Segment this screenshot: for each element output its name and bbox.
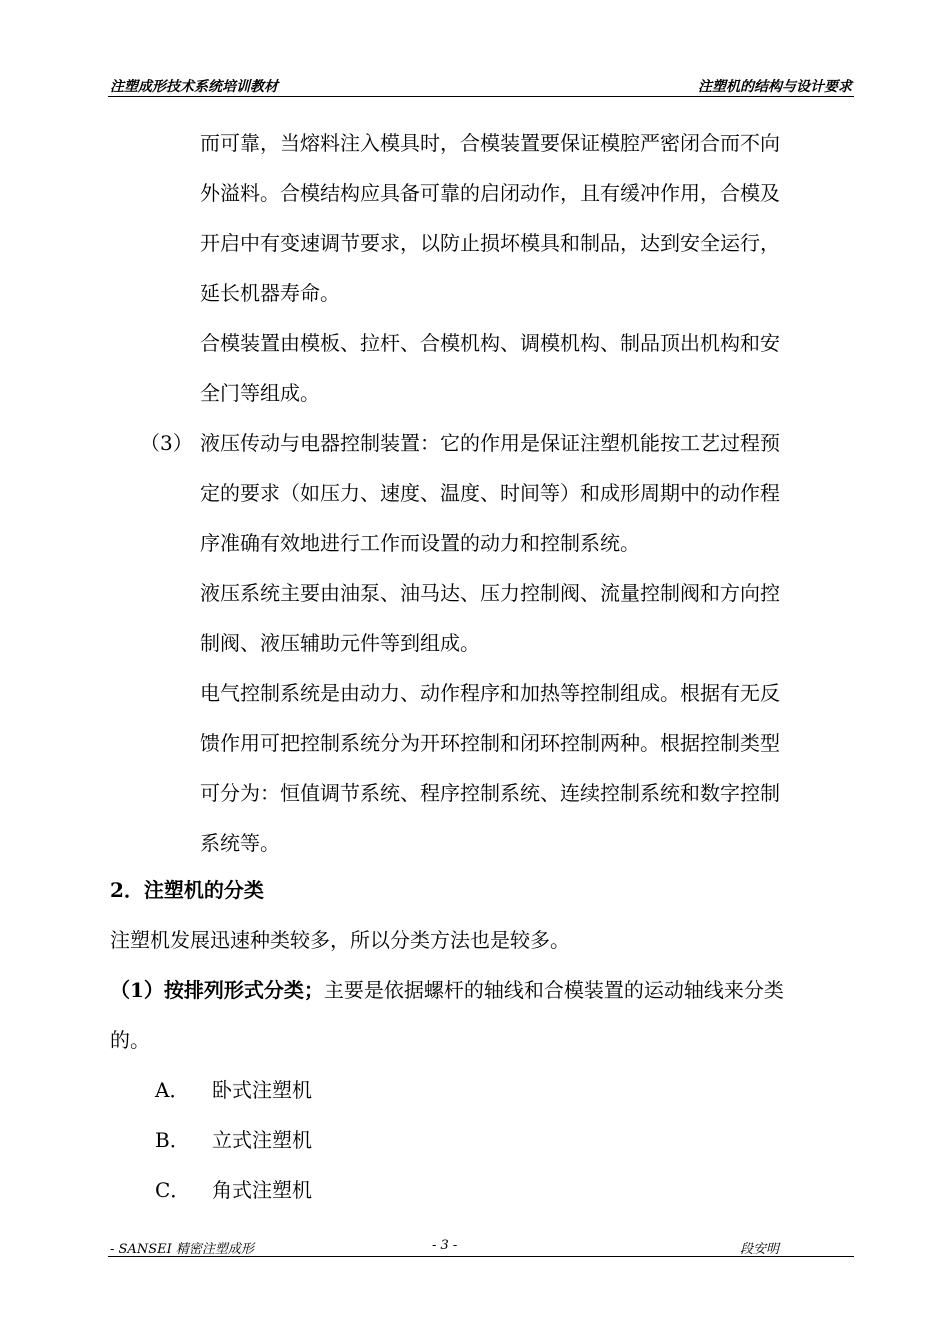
page-number: - 3 - xyxy=(432,1238,458,1253)
footer-author: 段安明 xyxy=(740,1242,780,1257)
footer-rule xyxy=(108,1256,854,1257)
paragraph-line: 系统等。 xyxy=(200,831,280,855)
list-item: 立式注塑机 xyxy=(212,1128,312,1152)
paragraph-line: 外溢料。合模结构应具备可靠的启闭动作，且有缓冲作用，合模及 xyxy=(200,181,780,205)
section-heading: 2．注塑机的分类 xyxy=(110,878,264,902)
paragraph-line: 延长机器寿命。 xyxy=(200,281,340,305)
paragraph-line: 合模装置由模板、拉杆、合模机构、调模机构、制品顶出机构和安 xyxy=(200,331,780,355)
paragraph-line: 电气控制系统是由动力、动作程序和加热等控制组成。根据有无反 xyxy=(200,681,780,705)
list-letter: A． xyxy=(155,1078,190,1102)
paragraph-line: 而可靠，当熔料注入模具时，合模装置要保证模腔严密闭合而不向 xyxy=(200,131,780,155)
list-letter: B． xyxy=(155,1128,190,1152)
paragraph-line xyxy=(110,980,784,1000)
list-item: 卧式注塑机 xyxy=(212,1078,312,1102)
header-rule xyxy=(108,96,854,97)
item-marker: （3） xyxy=(140,431,193,455)
list-letter: C． xyxy=(155,1178,191,1202)
paragraph-line: 制阀、液压辅助元件等到组成。 xyxy=(200,631,480,655)
paragraph-line: 序准确有效地进行工作而设置的动力和控制系统。 xyxy=(200,531,640,555)
header-left-title: 注塑成形技术系统培训教材 xyxy=(110,79,278,95)
paragraph-line: 的。 xyxy=(110,1028,150,1052)
item-lead: （1）按排列形式分类； xyxy=(110,978,324,1002)
paragraph-line: 定的要求（如压力、速度、温度、时间等）和成形周期中的动作程 xyxy=(200,481,780,505)
paragraph-line: 注塑机发展迅速种类较多，所以分类方法也是较多。 xyxy=(110,928,570,952)
footer-left: - SANSEI 精密注塑成形 xyxy=(110,1242,254,1257)
header-right-title: 注塑机的结构与设计要求 xyxy=(698,79,852,95)
paragraph-line: 液压系统主要由油泵、油马达、压力控制阀、流量控制阀和方向控 xyxy=(200,581,780,605)
list-item: 角式注塑机 xyxy=(212,1178,312,1202)
item-body: 主要是依据螺杆的轴线和合模装置的运动轴线来分类 xyxy=(323,978,784,1002)
paragraph-line: 可分为：恒值调节系统、程序控制系统、连续控制系统和数字控制 xyxy=(200,781,780,805)
paragraph-line: 开启中有变速调节要求，以防止损坏模具和制品，达到安全运行， xyxy=(200,231,780,255)
paragraph-line: 全门等组成。 xyxy=(200,381,320,405)
paragraph-line: 液压传动与电器控制装置：它的作用是保证注塑机能按工艺过程预 xyxy=(200,431,780,455)
paragraph-line: 馈作用可把控制系统分为开环控制和闭环控制两种。根据控制类型 xyxy=(200,731,780,755)
